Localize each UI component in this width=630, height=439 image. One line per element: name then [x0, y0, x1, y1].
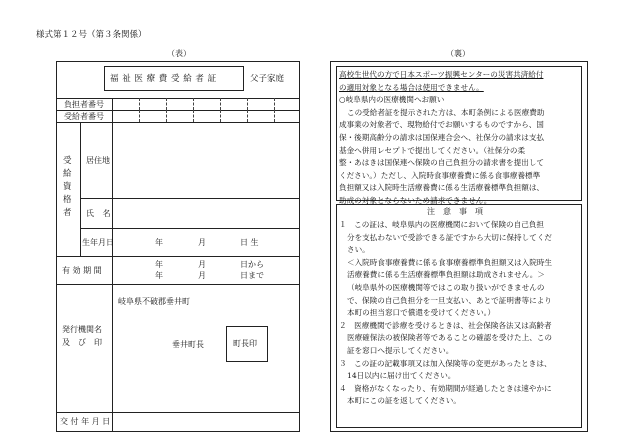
birth-label: 生年月日: [82, 238, 114, 247]
burden-no-label: 負担者番号: [64, 100, 104, 109]
issue-date-label: 交 付 年 月 日: [60, 417, 111, 426]
notes-text: １ この証は、岐阜県内の医療機関において保険の自己負担 分を支払わないで受診できる証ですから大切に保持してくだ さい。 ＜入院時食事療養費に係る食事療養標準負担額又は入院時生 活療養費に係る生活療養標準負担額は助成されません。＞ （岐阜県外の医療機関等ではこの取り扱いができませんの で、保険の自己負担分を一旦支払い、あとで証明書等により 本町の担当窓口で償還を受けてください。） ２ 医療機関で診療を受けるときは、社会保険各法又は高齢者 医療確保法の被保険者等であることの確認を受けた上、この 証を窓口へ提示してください。 ３ この証の記載事項又は加入保険等の変更があったときは、 14日以内に届け出てください。 ４ 資格がなくなったり、有効期間が経過したときは速やかに 本町にこの証を返してください。: [339, 220, 553, 406]
issuer-municipality: 岐阜県不破郡垂井町: [118, 297, 190, 306]
eligible-label: 受給資格者: [63, 156, 72, 218]
name-label: 氏 名: [86, 209, 114, 218]
mayor-seal: 町長印: [233, 339, 257, 348]
notes-title: 注 意 事 項: [427, 207, 483, 216]
recipient-no-label: 受給者番号: [64, 112, 104, 121]
validity-label: 有 効 期 間: [62, 266, 102, 275]
card-category: 父子家庭: [250, 74, 285, 84]
back-side-label: （裏）: [446, 49, 470, 58]
mayor-title: 垂井町長: [172, 340, 204, 349]
front-side-label: （表）: [167, 49, 191, 58]
seal-label: 及 び 印: [62, 338, 102, 347]
back-upper-text: 高校生世代の方で日本スポーツ振興センターの災害共済給付 の適用対象となる場合は使用できません。 ○岐阜県内の医療機関へお願い この受給者証を提示された方は、本町条例による医療費助 成事業の対象者で、現物給付でお願いするものですから、国 保・後期高齢分の請求は国保連合会へ、社保分の請求は支払 基金へ併用レセプトで提出してください。（社保分の柔 整・あはきは国保連へ保険の自己負担分の請求書を提出して ください。）ただし、入院時食事療養費に係る食事療養標準 負担額又は入院時生活療養費に係る生活療養標準負担額は、 助成の対象とならないため請求できません。: [339, 70, 545, 205]
form-number: 様式第１２号（第３条関係）: [36, 30, 147, 40]
issuer-label: 発行機関名: [62, 325, 102, 334]
card-title: 福 祉 医 療 費 受 給 者 証: [110, 74, 217, 84]
address-label: 居住地: [86, 156, 110, 165]
